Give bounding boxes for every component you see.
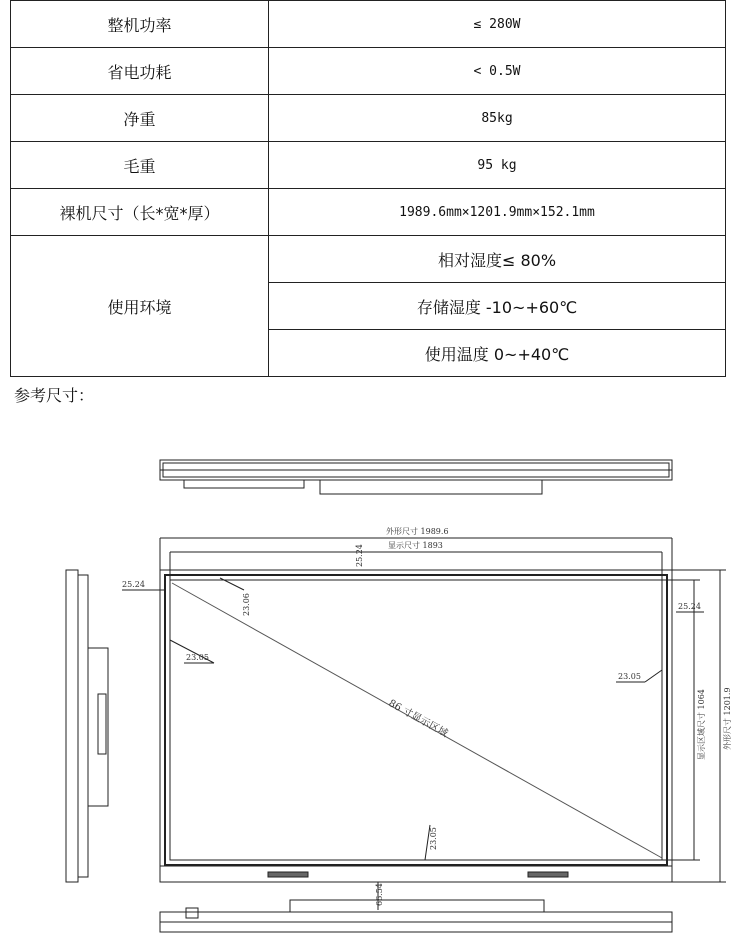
spec-value: 85kg (269, 95, 726, 142)
spec-value: 95 kg (269, 142, 726, 189)
side-view (66, 570, 108, 882)
overall-width-label: 外形尺寸 1989.6 (386, 527, 449, 536)
spec-label: 省电功耗 (11, 48, 269, 95)
right-border-label: 25.24 (678, 602, 701, 611)
spec-value: < 0.5W (269, 48, 726, 95)
left-border-label: 25.24 (122, 580, 145, 589)
bottom-view (160, 900, 672, 932)
top-border-label: 25.24 (355, 544, 364, 567)
spec-value: 相对湿度≤ 80% (269, 236, 726, 283)
diagonal-label: 86 寸显示区域 (386, 698, 450, 740)
inner-bottom-label: 23.05 (429, 827, 438, 850)
spec-label: 整机功率 (11, 1, 269, 48)
spec-label: 裸机尺寸（长*宽*厚） (11, 189, 269, 236)
overall-height-label: 外形尺寸 1201.9 (723, 687, 732, 750)
spec-label: 使用环境 (11, 236, 269, 377)
inner-top-label: 23.06 (242, 593, 251, 616)
spec-value: 1989.6mm×1201.9mm×152.1mm (269, 189, 726, 236)
inner-right-label: 23.05 (618, 672, 641, 681)
bottom-height-label: 66.54 (375, 883, 384, 906)
spec-value: 使用温度 0~+40℃ (269, 330, 726, 377)
spec-label: 毛重 (11, 142, 269, 189)
caption: 参考尺寸： (14, 386, 95, 405)
spec-value: ≤ 280W (269, 1, 726, 48)
inner-left-label: 23.05 (186, 653, 209, 662)
spec-label: 净重 (11, 95, 269, 142)
display-width-label: 显示尺寸 1893 (388, 541, 443, 550)
spec-value: 存储湿度 -10~+60℃ (269, 283, 726, 330)
top-view (160, 460, 672, 494)
display-height-label: 显示区域尺寸 1064 (697, 689, 706, 760)
